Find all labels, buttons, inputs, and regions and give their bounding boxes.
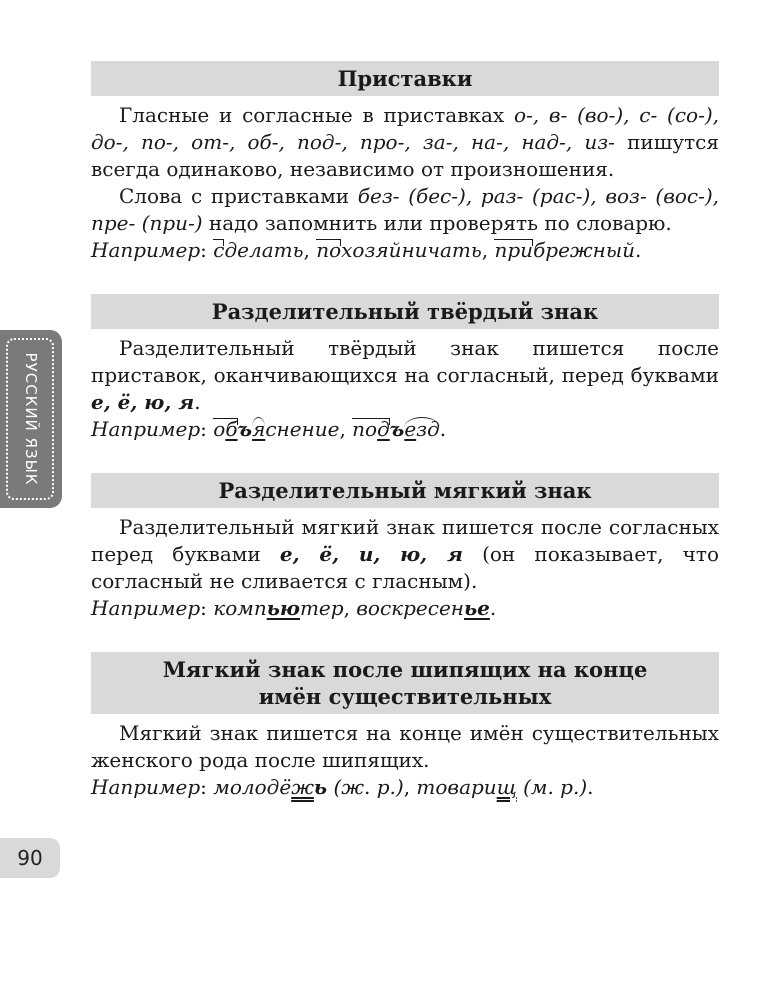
- soft-after-sibilants-paragraph: Мягкий знак пишется на конце имён существительных женского рода после шипящих.: [91, 721, 719, 772]
- text: Слова с приставками: [119, 184, 358, 208]
- underlined-letter: б: [225, 417, 238, 441]
- text: (он показывает, что согласный не сливается с гласным).: [91, 542, 720, 593]
- letters: е, ё, ю, я: [91, 390, 195, 414]
- example-word: [316, 238, 482, 262]
- example-word: [213, 238, 303, 262]
- prefixes-paragraph-2: [91, 183, 719, 237]
- prefix-mark: по: [316, 238, 342, 262]
- prefix-list: о-, в- (во-), с- (со-), до-, по-, от-, об-, под-, про-, за-, на-, над-, из-: [91, 103, 719, 154]
- text: брежный: [533, 238, 635, 262]
- text: по: [352, 417, 378, 441]
- text: Гласные и согласные в приставках: [119, 103, 514, 127]
- page-content: [91, 61, 719, 831]
- underlined-letter: я: [252, 417, 266, 441]
- text: хозяйничать: [341, 238, 482, 262]
- root-arc: [404, 416, 439, 443]
- prefix-mark: [213, 416, 237, 443]
- text: Разделительный мягкий знак пишется после согласных перед буквами: [91, 515, 719, 566]
- example-word: [213, 417, 339, 441]
- underlined-letter: щ: [496, 775, 517, 799]
- highlighted-letters: ью: [266, 596, 300, 620]
- example-word: [494, 238, 635, 262]
- section-title-prefixes: Приставки: [91, 61, 719, 96]
- example-word: [416, 775, 516, 799]
- section-hard-sign: [91, 294, 719, 443]
- hard-sign-letter: ъ: [389, 417, 405, 441]
- text: зд: [416, 417, 440, 441]
- example-word: [213, 775, 327, 799]
- hard-sign-example: Например: объяснение, подъезд.: [91, 417, 447, 441]
- gender-note: (ж. р.): [333, 775, 404, 799]
- prefix-mark: с: [213, 238, 225, 262]
- text: молодё: [213, 775, 292, 799]
- hard-sign-letter: ъ: [237, 417, 253, 441]
- example-label: Например: [91, 238, 201, 262]
- text: снение: [265, 417, 340, 441]
- hard-sign-paragraph: Разделительный твёрдый знак пишется после приставок, оканчивающихся на согласный, перед буквами е, ё, ю, я.: [91, 336, 719, 414]
- soft-sign-example: Например: компьютер, воскресенье.: [91, 596, 497, 620]
- section-title-soft-sign: Разделительный мягкий знак: [91, 473, 719, 508]
- soft-sign-letter: ь: [313, 775, 328, 799]
- soft-after-sibilants-example: Например: молодёжь (ж. р.), товарищ (м. р.).: [91, 775, 594, 799]
- text: пишутся всегда одинаково, независимо от произношения.: [91, 130, 720, 181]
- text: Разделительный твёрдый знак пишется после приставок, оканчивающихся на согласный, перед буквами: [91, 336, 719, 387]
- underlined-letter: д: [377, 417, 390, 441]
- example-word: [356, 596, 490, 620]
- letters: е, ё, и, ю, я: [279, 542, 463, 566]
- root-arc: [252, 416, 265, 443]
- soft-sign-paragraph: [91, 514, 719, 595]
- page-number: 90: [0, 838, 60, 878]
- underlined-letter: е: [404, 417, 417, 441]
- example-label: Например: [91, 596, 201, 620]
- title-line: Мягкий знак после шипящих на конце: [162, 657, 648, 682]
- example-label: Например: [91, 417, 201, 441]
- text: комп: [213, 596, 267, 620]
- prefix-mark: [352, 416, 390, 443]
- section-title-hard-sign: Разделительный твёрдый знак: [91, 294, 719, 329]
- gender-note: (м. р.): [523, 775, 588, 799]
- prefixes-paragraph-1: [91, 102, 719, 183]
- prefix-list: без- (бес-), раз- (рас-), воз- (вос-), пре- (при-): [91, 184, 720, 235]
- example-word: [352, 417, 440, 441]
- text: товари: [416, 775, 497, 799]
- example-label: Например: [91, 775, 201, 799]
- side-tab: [0, 330, 62, 508]
- section-title-soft-after-sibilants: [91, 652, 719, 714]
- side-tab-label: РУССКИЙ ЯЗЫК: [22, 352, 40, 486]
- underlined-letter: ж: [291, 775, 314, 799]
- section-soft-after-sibilants: [91, 652, 719, 801]
- highlighted-letters: ье: [463, 596, 490, 620]
- prefixes-example: Например: сделать, похозяйничать, прибрежный.: [91, 238, 642, 262]
- section-soft-sign: [91, 473, 719, 622]
- example-word: [213, 596, 343, 620]
- section-prefixes: [91, 61, 719, 264]
- text: о: [213, 417, 226, 441]
- text: делать: [224, 238, 304, 262]
- text: надо запомнить или проверять по словарю.: [202, 211, 672, 235]
- text: тер: [299, 596, 344, 620]
- title-line: имён существительных: [258, 684, 552, 709]
- text: воскресен: [356, 596, 464, 620]
- prefix-mark: при: [494, 238, 534, 262]
